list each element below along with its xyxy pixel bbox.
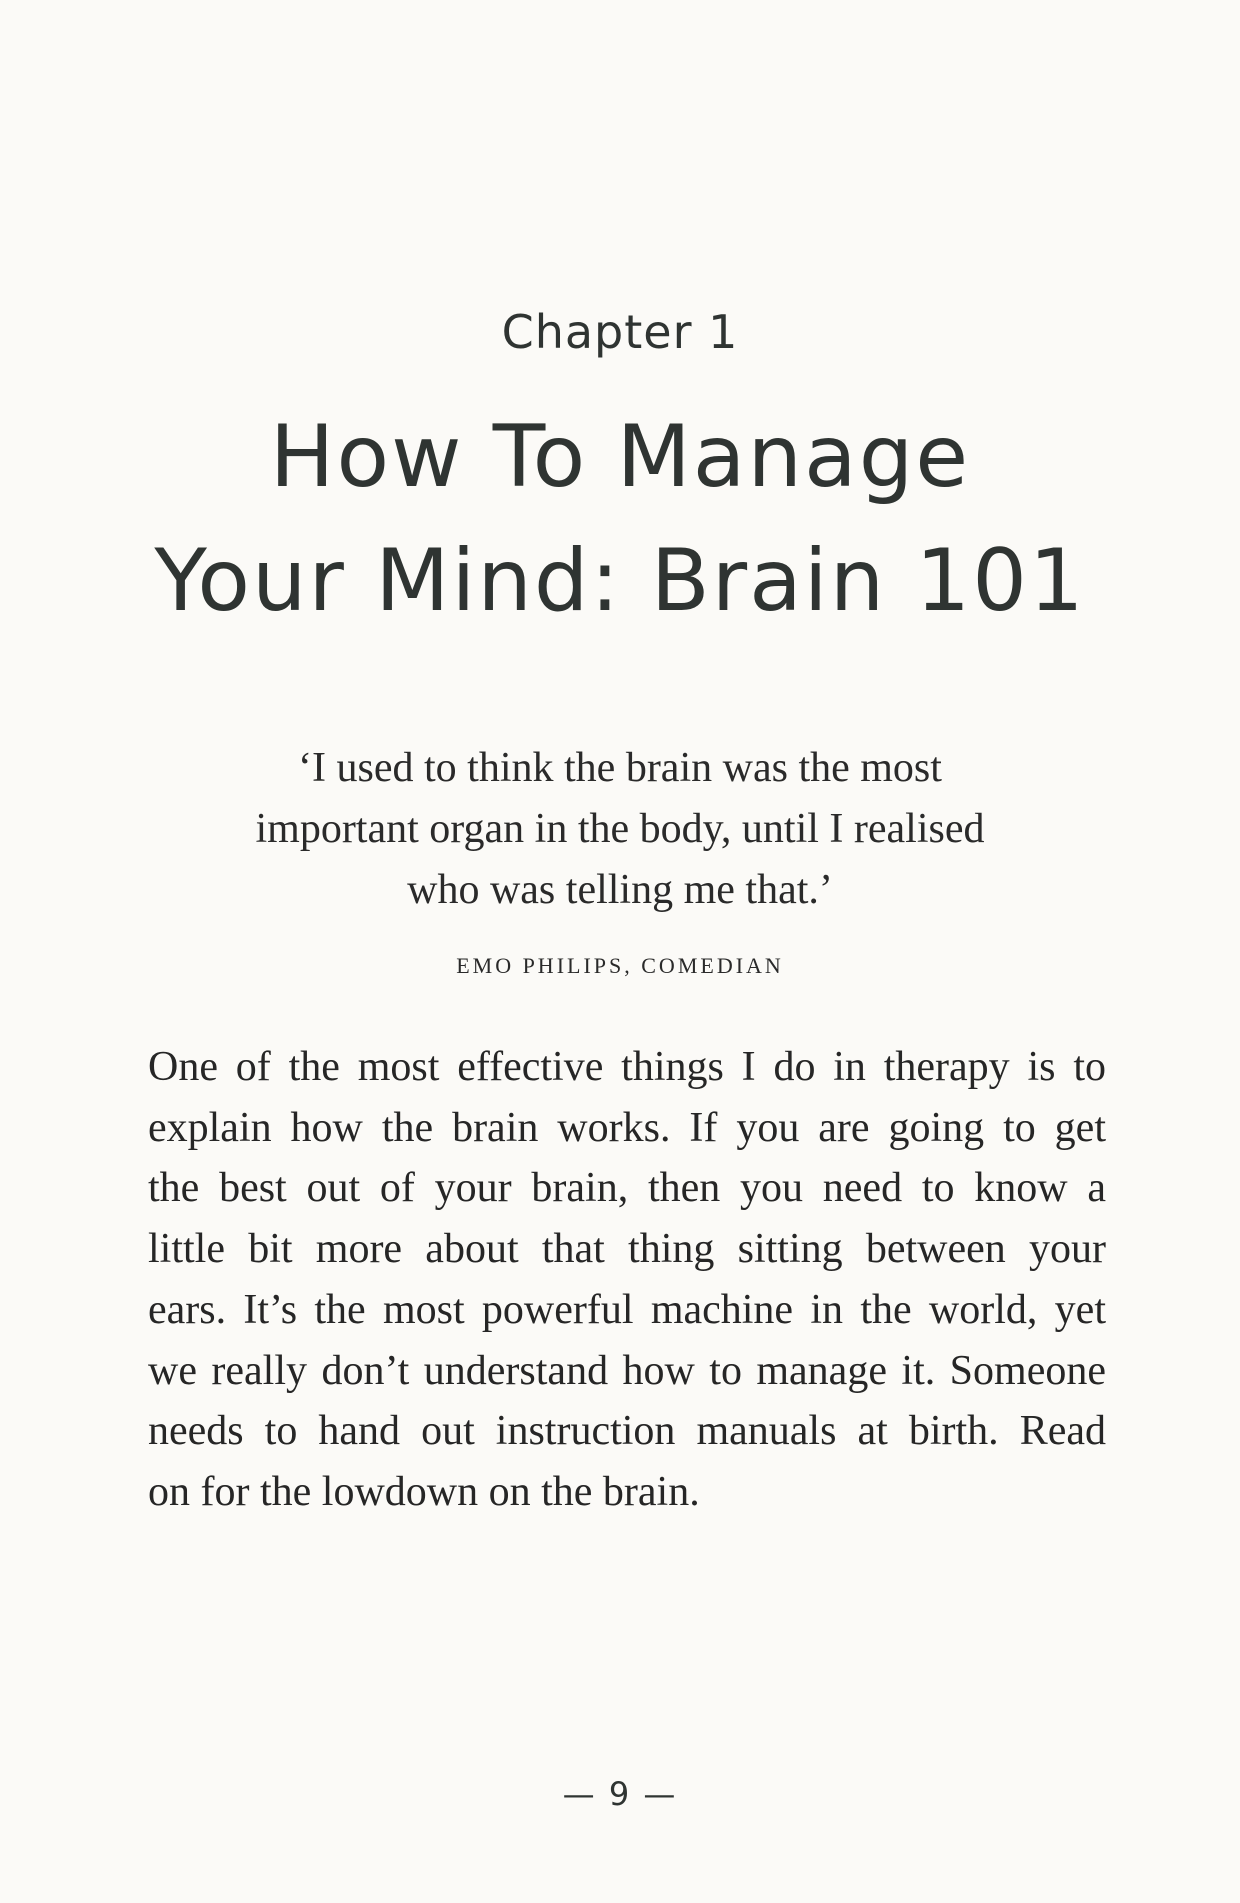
body-paragraph xyxy=(148,1037,1106,1523)
chapter-title-line: Your Mind: Brain 101 xyxy=(154,531,1086,631)
chapter-label: Chapter 1 xyxy=(501,305,739,359)
body-line: the best out of your brain, then you need to know a xyxy=(148,1165,1106,1212)
epigraph-line: ‘I used to think the brain was the most xyxy=(298,745,942,791)
body-line: on for the lowdown on the brain. xyxy=(148,1468,700,1515)
body-line: ears. It’s the most powerful machine in the world, yet xyxy=(148,1286,1106,1333)
epigraph-line: important organ in the body, until I realised xyxy=(255,806,985,852)
page-number: — 9 — xyxy=(562,1775,678,1813)
body-line: we really don’t understand how to manage it. Someone xyxy=(148,1347,1106,1394)
epigraph-quote xyxy=(200,738,1040,921)
chapter-title-line: How To Manage xyxy=(269,407,971,507)
body-line: needs to hand out instruction manuals at birth. Read xyxy=(148,1408,1106,1455)
body-line: little bit more about that thing sitting between your xyxy=(148,1226,1106,1273)
body-line: One of the most effective things I do in therapy is to xyxy=(148,1044,1106,1090)
epigraph-line: who was telling me that.’ xyxy=(407,867,833,913)
body-line: explain how the brain works. If you are going to get xyxy=(148,1104,1106,1151)
epigraph-attribution: EMO PHILIPS, COMEDIAN xyxy=(456,953,784,978)
chapter-title xyxy=(0,395,1240,643)
